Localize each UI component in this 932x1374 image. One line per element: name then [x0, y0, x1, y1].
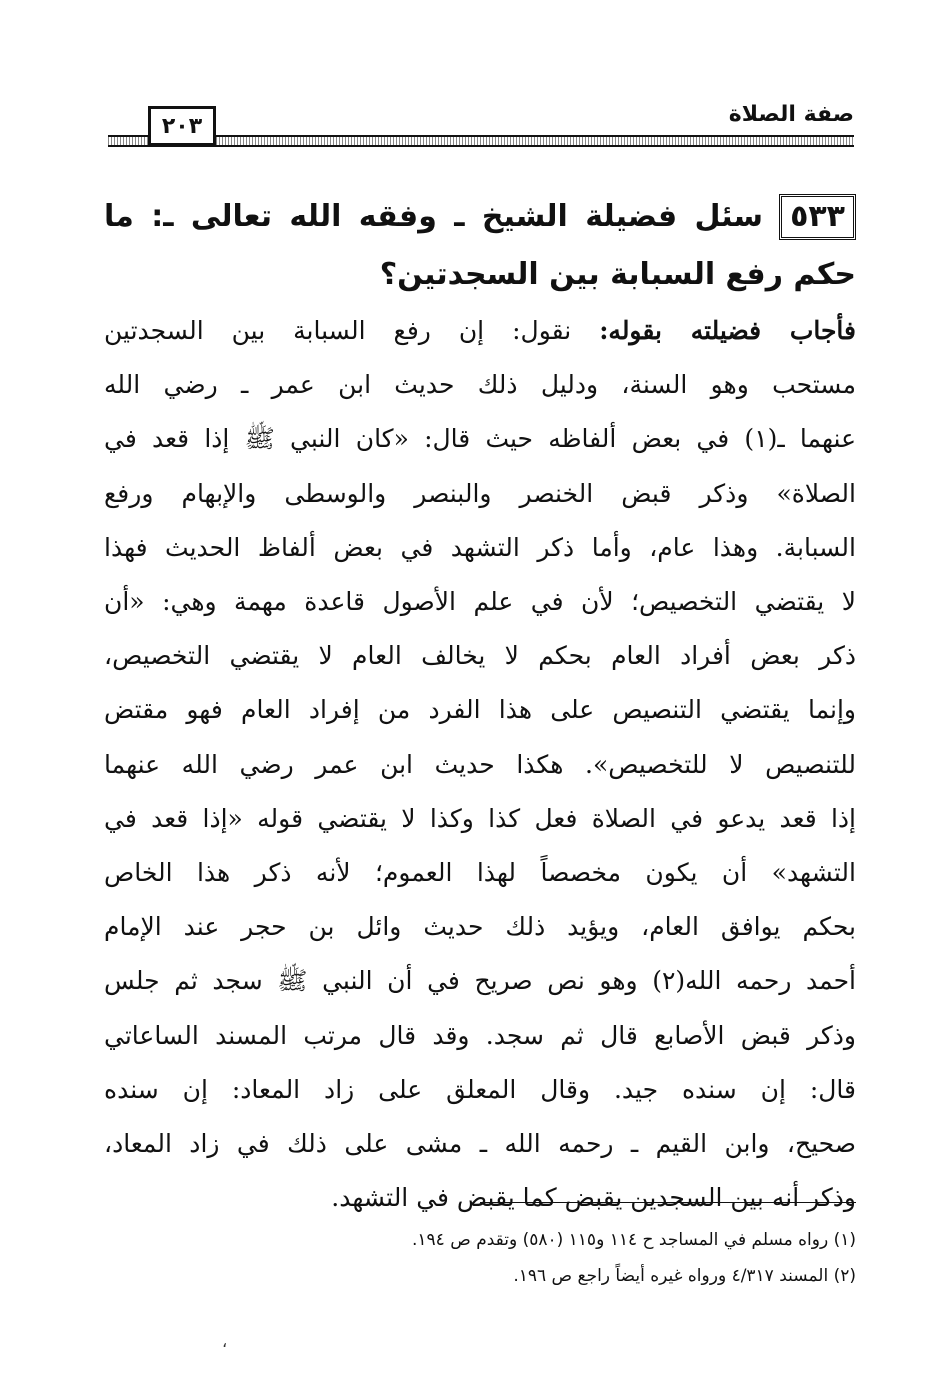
footnote-2: (٢) المسند ٤/٣١٧ ورواه غيره أيضاً راجع ص ١٩٦.: [513, 1266, 856, 1286]
answer-line: الصلاة» وذكر قبض الخنصر والبنصر والوسطى والإبهام ورفع: [104, 478, 856, 508]
answer-line: التشهد» أن يكون مخصصاً لهذا العموم؛ لأنه ذكر هذا الخاص: [104, 858, 856, 888]
footnote-divider: [480, 1202, 856, 1203]
page-number: ٢٠٣: [148, 106, 216, 146]
stray-mark: ،: [222, 1332, 228, 1351]
question-heading: [104, 188, 856, 304]
header-rule: [108, 135, 854, 147]
answer-body: [104, 304, 856, 1225]
answer-line: وإنما يقتضي التنصيص على هذا الفرد من إفراد العام فهو مقتض: [104, 695, 857, 725]
answer-line: إذا قعد يدعو في الصلاة فعل كذا وكذا لا يقتضي قوله «إذا قعد في: [104, 803, 856, 833]
answer-line: صحيح، وابن القيم ـ رحمه الله ـ مشى على ذلك في زاد المعاد،: [104, 1129, 856, 1159]
footnote-1: (١) رواه مسلم في المساجد ح ١١٤ و١١٥ (٥٨٠) وتقدم ص ١٩٤.: [412, 1230, 856, 1250]
answer-line: للتنصيص لا للتخصيص». هكذا حديث ابن عمر رضي الله عنهما: [104, 749, 856, 779]
answer-line: أحمد رحمه الله(٢) وهو نص صريح في أن النبي ﷺ سجد ثم جلس: [104, 966, 856, 996]
question-number: ٥٣٣: [779, 194, 856, 240]
footnotes: [300, 1222, 856, 1294]
running-header: [108, 102, 854, 150]
answer-line: فأجاب فضيلته بقوله: نقول: إن رفع السبابة بين السجدتين: [104, 316, 856, 345]
answer-line: مستحب وهو السنة، ودليل ذلك حديث ابن عمر ـ رضي الله: [104, 370, 856, 400]
answer-line: قال: إن سنده جيد. وقال المعلق على زاد المعاد: إن سنده: [104, 1074, 856, 1104]
answer-lead: فأجاب فضيلته بقوله:: [599, 316, 856, 345]
answer-line: لا يقتضي التخصيص؛ لأن في علم الأصول قاعدة مهمة وهي: «أن: [104, 587, 856, 617]
answer-line: عنهما ـ(١) في بعض ألفاظه حيث قال: «كان النبي ﷺ إذا قعد في: [104, 424, 856, 454]
answer-line: وذكر أنه بين السجدين يقبض كما يقبض في التشهد.: [331, 1183, 856, 1213]
answer-line: السبابة. وهذا عام، وأما ذكر التشهد في بعض ألفاظ الحديث فهذا: [104, 532, 856, 562]
answer-line: وذكر قبض الأصابع قال ثم سجد. وقد قال مرتب المسند الساعاتي: [104, 1020, 856, 1050]
answer-line: ذكر بعض أفراد العام بحكم لا يخالف العام لا يقتضي التخصيص،: [104, 641, 856, 671]
question-text: سئل فضيلة الشيخ ـ وفقه الله تعالى ـ: ما حكم رفع السبابة بين السجدتين؟: [104, 199, 856, 292]
answer-line: بحكم يوافق العام، ويؤيد ذلك حديث وائل بن حجر عند الإمام: [104, 912, 856, 942]
running-title: صفة الصلاة: [728, 102, 854, 127]
